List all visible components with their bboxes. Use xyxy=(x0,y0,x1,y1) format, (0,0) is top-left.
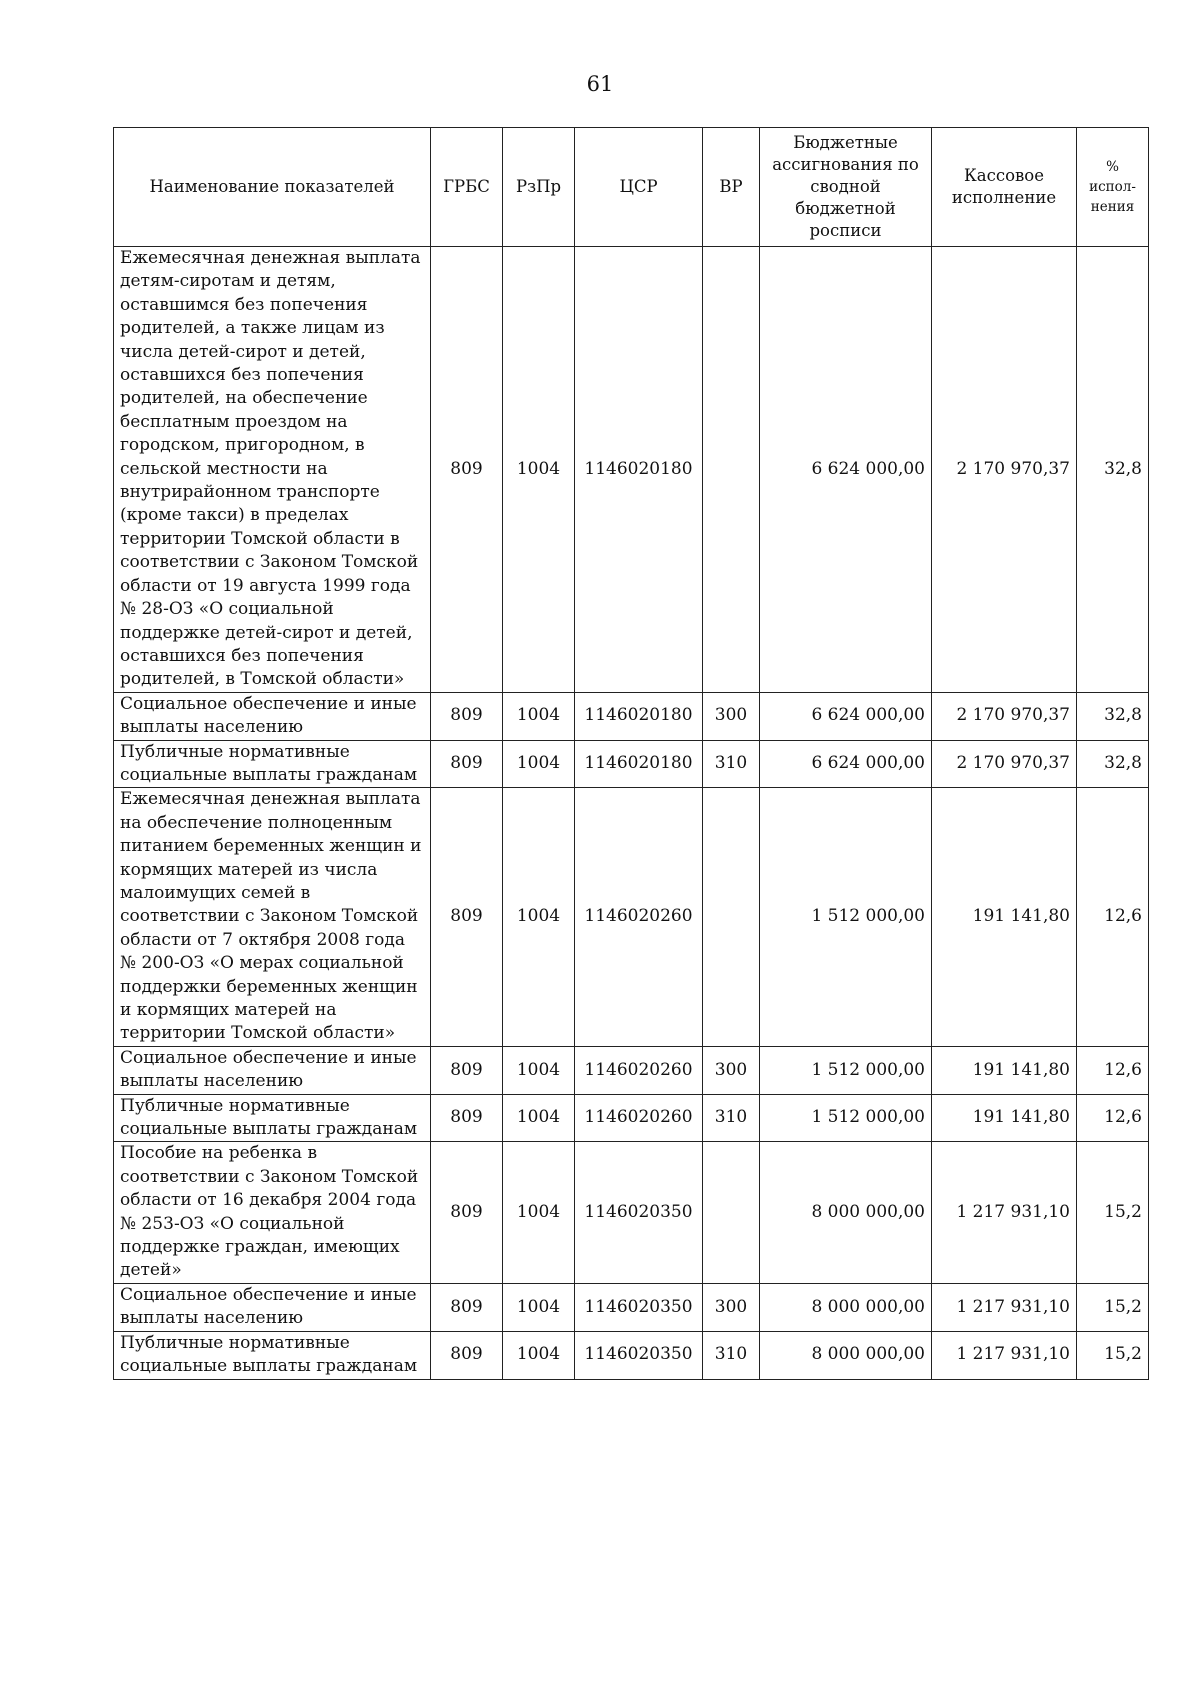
table-row xyxy=(114,1142,1149,1283)
header-rzpr: РзПр xyxy=(503,128,575,247)
cell-percent: 15,2 xyxy=(1077,1283,1149,1331)
cell-cash-execution: 191 141,80 xyxy=(932,1094,1077,1142)
cell-grbs: 809 xyxy=(431,1142,503,1283)
header-assignments: Бюджетные ассигнования по сводной бюджетной росписи xyxy=(760,128,932,247)
table-row xyxy=(114,692,1149,740)
budget-execution-table xyxy=(113,127,1149,1380)
cell-csr: 1146020180 xyxy=(575,740,703,788)
cell-assignments: 6 624 000,00 xyxy=(760,247,932,693)
cell-cash-execution: 2 170 970,37 xyxy=(932,692,1077,740)
cell-assignments: 8 000 000,00 xyxy=(760,1331,932,1379)
cell-percent: 32,8 xyxy=(1077,740,1149,788)
cell-name: Публичные нормативные социальные выплаты гражданам xyxy=(114,1331,431,1379)
page-number: 61 xyxy=(586,72,614,96)
cell-vr xyxy=(703,788,760,1046)
cell-percent: 12,6 xyxy=(1077,788,1149,1046)
table-row xyxy=(114,740,1149,788)
cell-percent: 15,2 xyxy=(1077,1142,1149,1283)
cell-vr: 300 xyxy=(703,1046,760,1094)
cell-assignments: 1 512 000,00 xyxy=(760,1094,932,1142)
cell-name: Ежемесячная денежная выплата детям-сиротам и детям, оставшимся без попечения родителей, а также лицам из числа детей-сирот и детей, оставшихся без попечения родителей, на обеспечение бесплатным проездом на городском, пригородном, в сельской местности на внутрирайонном транспорте (кроме такси) в пределах территории Томской области в соответствии с Законом Томской области от 19 августа 1999 года № 28-ОЗ «О социальной поддержке детей-сирот и детей, оставшихся без попечения родителей, в Томской области» xyxy=(114,247,431,693)
header-csr: ЦСР xyxy=(575,128,703,247)
cell-cash-execution: 1 217 931,10 xyxy=(932,1331,1077,1379)
cell-grbs: 809 xyxy=(431,1094,503,1142)
cell-name: Ежемесячная денежная выплата на обеспечение полноценным питанием беременных женщин и кормящих матерей из числа малоимущих семей в соответствии с Законом Томской области от 7 октября 2008 года № 200-ОЗ «О мерах социальной поддержки беременных женщин и кормящих матерей на территории Томской области» xyxy=(114,788,431,1046)
cell-cash-execution: 2 170 970,37 xyxy=(932,247,1077,693)
cell-vr: 300 xyxy=(703,1283,760,1331)
cell-name: Публичные нормативные социальные выплаты гражданам xyxy=(114,740,431,788)
cell-assignments: 6 624 000,00 xyxy=(760,692,932,740)
table-row xyxy=(114,1283,1149,1331)
cell-csr: 1146020350 xyxy=(575,1283,703,1331)
cell-rzpr: 1004 xyxy=(503,692,575,740)
cell-name: Социальное обеспечение и иные выплаты населению xyxy=(114,692,431,740)
cell-cash-execution: 191 141,80 xyxy=(932,1046,1077,1094)
cell-percent: 15,2 xyxy=(1077,1331,1149,1379)
cell-grbs: 809 xyxy=(431,692,503,740)
cell-cash-execution: 191 141,80 xyxy=(932,788,1077,1046)
cell-percent: 32,8 xyxy=(1077,247,1149,693)
cell-vr xyxy=(703,247,760,693)
cell-csr: 1146020180 xyxy=(575,247,703,693)
header-cash-execution: Кассовое исполнение xyxy=(932,128,1077,247)
cell-grbs: 809 xyxy=(431,1331,503,1379)
cell-rzpr: 1004 xyxy=(503,788,575,1046)
cell-rzpr: 1004 xyxy=(503,740,575,788)
header-name: Наименование показателей xyxy=(114,128,431,247)
header-grbs: ГРБС xyxy=(431,128,503,247)
cell-assignments: 1 512 000,00 xyxy=(760,788,932,1046)
cell-vr: 300 xyxy=(703,692,760,740)
cell-csr: 1146020260 xyxy=(575,788,703,1046)
table-row xyxy=(114,1331,1149,1379)
cell-grbs: 809 xyxy=(431,788,503,1046)
cell-name: Социальное обеспечение и иные выплаты населению xyxy=(114,1046,431,1094)
cell-cash-execution: 1 217 931,10 xyxy=(932,1142,1077,1283)
cell-vr xyxy=(703,1142,760,1283)
cell-percent: 32,8 xyxy=(1077,692,1149,740)
cell-name: Пособие на ребенка в соответствии с Законом Томской области от 16 декабря 2004 года № 253-ОЗ «О социальной поддержке граждан, имеющих детей» xyxy=(114,1142,431,1283)
cell-rzpr: 1004 xyxy=(503,1331,575,1379)
cell-vr: 310 xyxy=(703,1331,760,1379)
cell-percent: 12,6 xyxy=(1077,1094,1149,1142)
cell-rzpr: 1004 xyxy=(503,1142,575,1283)
cell-vr: 310 xyxy=(703,1094,760,1142)
header-vr: ВР xyxy=(703,128,760,247)
cell-csr: 1146020260 xyxy=(575,1046,703,1094)
table-row xyxy=(114,788,1149,1046)
cell-assignments: 6 624 000,00 xyxy=(760,740,932,788)
cell-percent: 12,6 xyxy=(1077,1046,1149,1094)
cell-cash-execution: 1 217 931,10 xyxy=(932,1283,1077,1331)
cell-name: Публичные нормативные социальные выплаты гражданам xyxy=(114,1094,431,1142)
cell-cash-execution: 2 170 970,37 xyxy=(932,740,1077,788)
table-row xyxy=(114,1046,1149,1094)
cell-rzpr: 1004 xyxy=(503,1046,575,1094)
cell-csr: 1146020350 xyxy=(575,1142,703,1283)
cell-csr: 1146020350 xyxy=(575,1331,703,1379)
table-body xyxy=(114,247,1149,1380)
cell-assignments: 8 000 000,00 xyxy=(760,1283,932,1331)
cell-csr: 1146020180 xyxy=(575,692,703,740)
cell-grbs: 809 xyxy=(431,247,503,693)
cell-vr: 310 xyxy=(703,740,760,788)
cell-grbs: 809 xyxy=(431,1046,503,1094)
cell-grbs: 809 xyxy=(431,1283,503,1331)
cell-assignments: 1 512 000,00 xyxy=(760,1046,932,1094)
cell-rzpr: 1004 xyxy=(503,247,575,693)
cell-grbs: 809 xyxy=(431,740,503,788)
header-percent: % испол-нения xyxy=(1077,128,1149,247)
table-row xyxy=(114,1094,1149,1142)
cell-rzpr: 1004 xyxy=(503,1094,575,1142)
cell-rzpr: 1004 xyxy=(503,1283,575,1331)
table-header-row xyxy=(114,128,1149,247)
table-row xyxy=(114,247,1149,693)
cell-assignments: 8 000 000,00 xyxy=(760,1142,932,1283)
cell-csr: 1146020260 xyxy=(575,1094,703,1142)
cell-name: Социальное обеспечение и иные выплаты населению xyxy=(114,1283,431,1331)
